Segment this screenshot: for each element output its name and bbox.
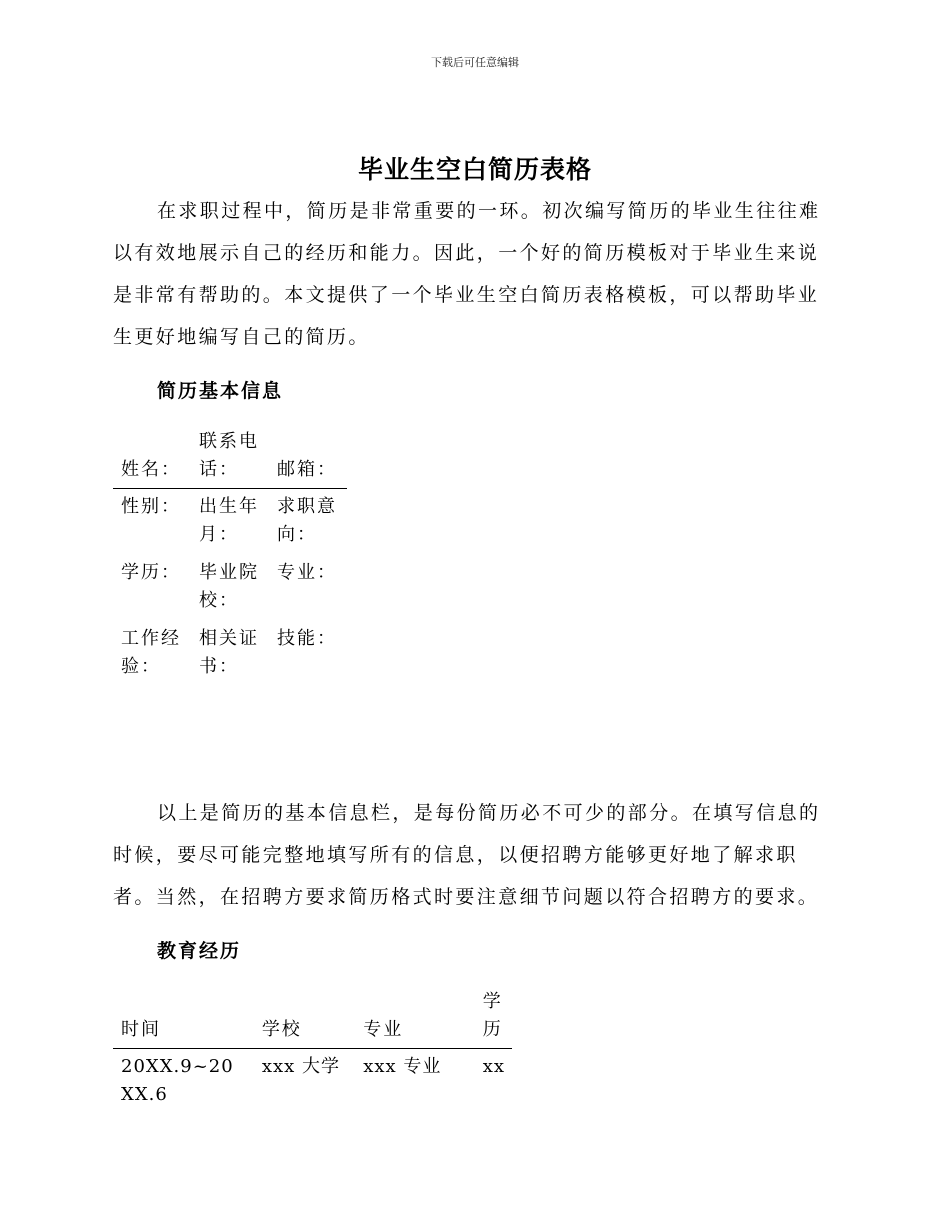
table-cell: xxx 专业 xyxy=(363,1056,442,1077)
table-cell: 求职意向： xyxy=(277,496,337,545)
education-table xyxy=(113,988,512,1109)
table-cell: 相关证书： xyxy=(199,628,259,677)
table-cell: 时间 xyxy=(113,988,254,1049)
intro-paragraph: 在求职过程中，简历是非常重要的一环。初次编写简历的毕业生往往难以有效地展示自己的经历和能力。因此，一个好的简历模板对于毕业生来说是非常有帮助的。本文提供了一个毕业生空白简历表格模板，可以帮助毕业生更好地编写自己的简历。 xyxy=(113,200,821,348)
section-heading-education: 教育经历 xyxy=(157,940,242,962)
table-cell xyxy=(475,988,512,1049)
table-cell: 性别： xyxy=(121,496,181,517)
table-cell: 毕业院校： xyxy=(199,562,259,611)
table-row xyxy=(113,489,347,556)
table-cell-text: 20XX.9~20XX.6 xyxy=(121,1056,234,1105)
table-header-row xyxy=(113,428,347,489)
table-cell: 联系电话： xyxy=(191,428,269,489)
table-cell-text: 学历 xyxy=(482,991,503,1040)
document-title: 毕业生空白简历表格 xyxy=(357,155,592,184)
table-cell: 学校 xyxy=(254,988,355,1049)
table-cell: 技能： xyxy=(277,628,337,649)
table-row xyxy=(113,1049,512,1110)
table-cell xyxy=(113,1049,254,1110)
section-heading-basic-info: 简历基本信息 xyxy=(157,380,284,402)
table-cell: 专业 xyxy=(355,988,474,1049)
summary-paragraph: 以上是简历的基本信息栏，是每份简历必不可少的部分。在填写信息的时候，要尽可能完整地填写所有的信息，以便招聘方能够更好地了解求职者。当然，在招聘方要求简历格式时要注意细节问题以符合招聘方的要求。 xyxy=(113,802,821,908)
page-header: 下载后可任意编辑 xyxy=(431,56,519,69)
table-cell: 专业： xyxy=(277,562,337,583)
table-cell: 邮箱： xyxy=(269,428,347,489)
table-row xyxy=(113,621,347,687)
table-cell: xxx 大学 xyxy=(261,1056,340,1077)
table-cell: 姓名： xyxy=(113,428,191,489)
table-cell: 工作经验： xyxy=(121,628,181,677)
basic-info-table xyxy=(113,428,347,687)
table-row xyxy=(113,555,347,621)
table-header-row xyxy=(113,988,512,1049)
table-cell: 出生年月： xyxy=(199,496,259,545)
table-cell: 学历： xyxy=(121,562,181,583)
table-cell: xx xyxy=(482,1056,506,1077)
